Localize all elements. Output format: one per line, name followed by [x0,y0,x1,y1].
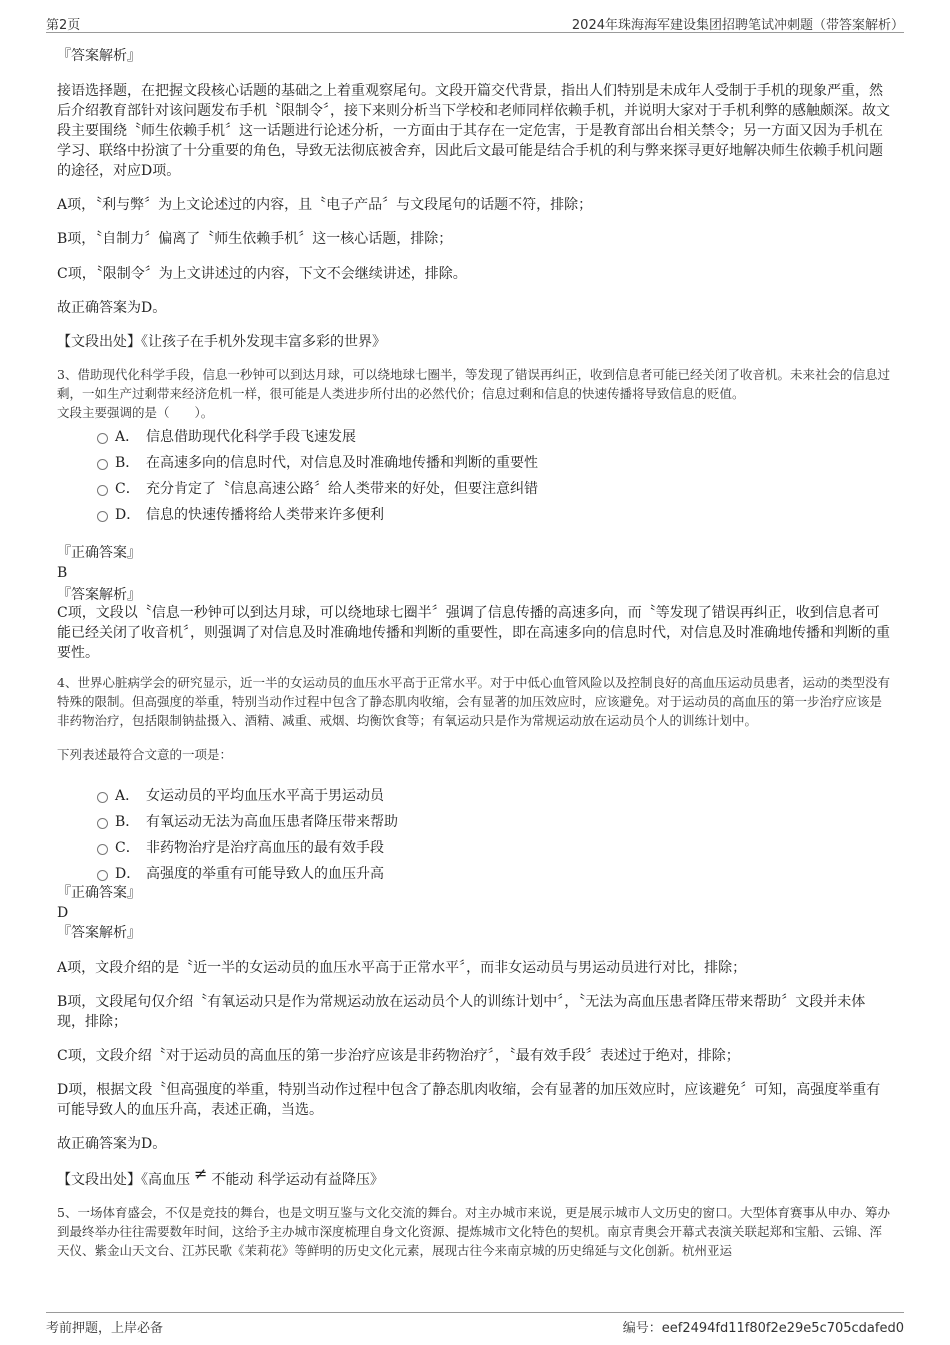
option-letter: C． [115,481,140,497]
option-letter: A． [115,788,140,804]
option-text: 女运动员的平均血压水平高于男运动员 [146,788,384,804]
option-letter: B． [115,814,140,830]
radio-button[interactable] [97,818,108,829]
q4-stem: 4、世界心脏病学会的研究显示，近一半的女运动员的血压水平高于正常水平。对于中低心血管风险以及控制良好的高血压运动员患者，运动的类型没有特殊的限制。但高强度的举重，特别当动作过程中包含了静态肌肉收缩，会有显著的加压效应时，应该避免。对于运动员的高血压的第一步治疗应该是非药物治疗，包括限制钠盐摄入、酒精、减重、戒烟、均衡饮食等；有氧运动只是作为常规运动放在运动员个人的训练计划中。 [57,675,890,728]
q4-options [57,783,893,887]
option-text: 非药物治疗是治疗高血压的最有效手段 [146,840,384,856]
q4-item-b: B项，文段尾句仅介绍〝有氧运动只是作为常规运动放在运动员个人的训练计划中〞，〝无法为高血压患者降压带来帮助〞文段并未体现，排除； [57,994,866,1030]
q2-conclusion: 故正确答案为D。 [57,300,167,316]
code-label: 编号： [622,1321,662,1336]
q4-item-a: A项，文段介绍的是〝近一半的女运动员的血压水平高于正常水平〞，而非女运动员与男运动员进行对比，排除； [57,960,747,976]
page-header [46,12,904,33]
option-text: 信息的快速传播将给人类带来许多便利 [146,507,384,523]
page-number: 第2页 [46,18,81,33]
radio-button[interactable] [97,844,108,855]
option-letter: D． [115,866,141,882]
q2-analysis-heading: 『答案解析』 [57,48,141,64]
q4-item-d: D项，根据文段〝但高强度的举重，特别当动作过程中包含了静态肌肉收缩，会有显著的加压效应时，应该避免〞可知，高强度举重有可能导致人的血压升高，表述正确，当选。 [57,1082,881,1118]
page-content [57,46,893,1260]
q4-conclusion: 故正确答案为D。 [57,1136,167,1152]
q3-stem: 3、借助现代化科学手段，信息一秒钟可以到达月球，可以绕地球七圈半，等发现了错误再纠正，收到信息者可能已经关闭了收音机。未来社会的信息过剩，一如生产过剩带来经济危机一样，很可能是人类进步所付出的必然代价；信息过剩和信息的快速传播将导致信息的贬值。 [57,367,890,401]
radio-button[interactable] [97,459,108,470]
radio-button[interactable] [97,485,108,496]
option-text: 信息借助现代化科学手段飞速发展 [146,429,356,445]
q3-answer-heading: 『正确答案』 [57,545,141,561]
q2-source: 【文段出处】《让孩子在手机外发现丰富多彩的世界》 [57,334,386,350]
q4-answer-heading: 『正确答案』 [57,885,141,901]
q4-source [57,1164,893,1190]
q3-option-b[interactable] [57,450,893,476]
option-text: 高强度的举重有可能导致人的血压升高 [146,866,384,882]
q4-option-c[interactable] [57,835,893,861]
radio-button[interactable] [97,433,108,444]
q5-stem: 5、一场体育盛会，不仅是竞技的舞台，也是文明互鉴与文化交流的舞台。对主办城市来说，更是展示城市人文历史的窗口。大型体育赛事从申办、筹办到最终举办往往需要数年时间，这给予主办城市深度梳理自身文化资源、提炼城市文化特色的契机。南京青奥会开幕式表演关联起郑和宝船、云锦、浑天仪、紫金山天文台、江苏民歌《茉莉花》等鲜明的历史文化元素，展现古往今来南京城的历史绵延与文化创新。杭州亚运 [57,1205,890,1258]
q4-question: 下列表述最符合文意的一项是： [57,747,233,762]
q4-answer: D [57,905,69,921]
q4-analysis-heading: 『答案解析』 [57,925,141,941]
q3-analysis: C项，文段以〝信息一秒钟可以到达月球，可以绕地球七圈半〞强调了信息传播的高速多向，而〝等发现了错误再纠正，收到信息者可能已经关闭了收音机〞，则强调了对信息及时准确地传播和判断的重要性，即在高速多向的信息时代，对信息及时准确地传播和判断的重要性。 [57,605,890,661]
q3-answer: B [57,565,68,581]
q3-option-d[interactable] [57,502,893,528]
q3-question: 文段主要强调的是（ ）。 [57,405,214,420]
option-text: 有氧运动无法为高血压患者降压带来帮助 [146,814,398,830]
q2-item-a: A项，〝利与弊〞为上文论述过的内容，且〝电子产品〞与文段尾句的话题不符，排除； [57,197,593,213]
page-footer [46,1312,904,1335]
q2-item-b: B项，〝自制力〞偏离了〝师生依赖手机〞这一核心话题，排除； [57,231,453,247]
document-code [623,1317,904,1336]
radio-button[interactable] [97,792,108,803]
not-equal-symbol: ≠ [194,1164,208,1183]
document-title: 2024年珠海海军建设集团招聘笔试冲刺题（带答案解析） [571,18,904,33]
radio-button[interactable] [97,511,108,522]
q3-options [57,424,893,528]
option-letter: C． [115,840,140,856]
q2-item-c: C项，〝限制令〞为上文讲述过的内容，下文不会继续讲述，排除。 [57,266,467,282]
source-suffix: 不能动 科学运动有益降压》 [211,1172,384,1188]
option-text: 充分肯定了〝信息高速公路〞给人类带来的好处，但要注意纠错 [146,481,538,497]
q4-option-d[interactable] [57,861,893,887]
q2-analysis-body: 接语选择题，在把握文段核心话题的基础之上着重观察尾句。文段开篇交代背景，指出人们特别是未成年人受制于手机的现象严重，然后介绍教育部针对该问题发布手机〝限制令〞，接下来则分析当下学校和老师同样依赖手机，并说明大家对于手机利弊的感触颇深。故文段主要围绕〝师生依赖手机〞这一话题进行论述分析，一方面由于其存在一定危害，于是教育部出台相关禁令；另一方面又因为手机在学习、联络中扮演了十分重要的角色，导致无法彻底被舍弃，因此后文最可能是结合手机的利与弊来探寻更好地解决师生依赖手机问题的途径，对应D项。 [57,83,890,179]
option-letter: B． [115,455,140,471]
q4-item-c: C项，文段介绍〝对于运动员的高血压的第一步治疗应该是非药物治疗〞，〝最有效手段〞表述过于绝对，排除； [57,1048,740,1064]
q3-option-a[interactable] [57,424,893,450]
code-value: eef2494fd11f80f2e29e5c705cdafed0 [661,1321,904,1336]
option-letter: A． [115,429,140,445]
q4-option-a[interactable] [57,783,893,809]
q3-option-c[interactable] [57,476,893,502]
radio-button[interactable] [97,870,108,881]
option-letter: D． [115,507,141,523]
source-prefix: 【文段出处】《高血压 [57,1172,190,1188]
option-text: 在高速多向的信息时代，对信息及时准确地传播和判断的重要性 [146,455,538,471]
footer-slogan: 考前押题，上岸必备 [46,1321,164,1336]
q3-analysis-heading: 『答案解析』 [57,587,141,603]
q4-option-b[interactable] [57,809,893,835]
